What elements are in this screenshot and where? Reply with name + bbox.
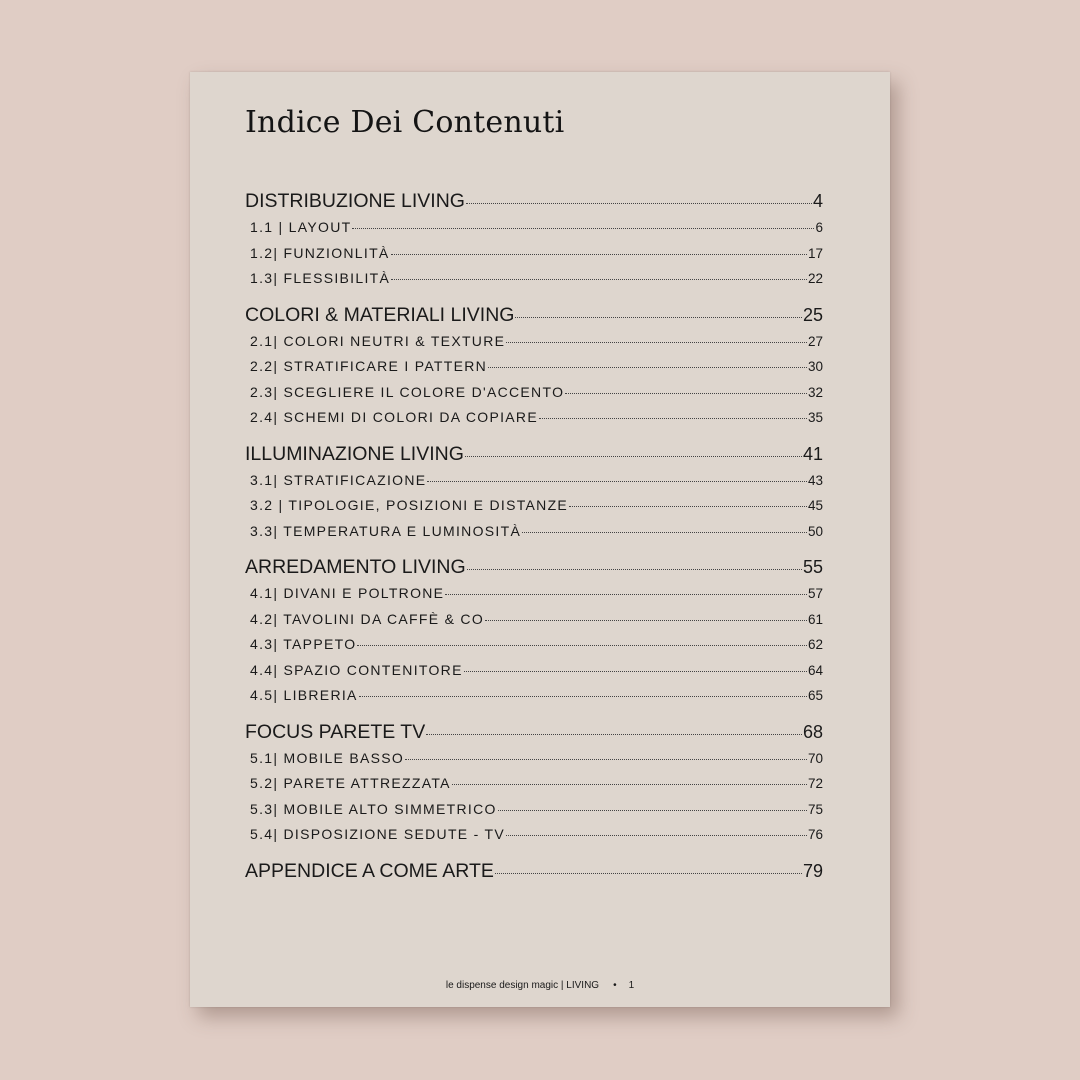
dot-leader bbox=[498, 810, 807, 811]
toc-entry-page-number: 32 bbox=[807, 384, 823, 400]
page-title: Indice Dei Contenuti bbox=[245, 105, 565, 140]
toc-entry-page-number: 35 bbox=[807, 410, 823, 425]
toc-entry bbox=[245, 354, 823, 380]
toc-chapter-page-number: 25 bbox=[802, 304, 823, 325]
toc-entry bbox=[245, 658, 823, 684]
toc-entry-page-number: 6 bbox=[815, 220, 823, 235]
dot-leader bbox=[522, 532, 807, 533]
toc-entry bbox=[245, 822, 823, 848]
dot-leader bbox=[426, 734, 802, 735]
dot-leader bbox=[539, 418, 807, 419]
page-footer bbox=[190, 980, 890, 991]
toc-entry-page-number: 43 bbox=[807, 472, 823, 488]
toc-section bbox=[245, 857, 823, 885]
toc-entry-page-number: 76 bbox=[807, 827, 823, 842]
toc-entry-label: 4.3| TAPPETO bbox=[250, 636, 357, 652]
toc-chapter bbox=[245, 718, 823, 746]
dot-leader bbox=[467, 569, 802, 570]
toc-entry bbox=[245, 746, 823, 772]
toc-entry-page-number: 62 bbox=[807, 637, 823, 652]
toc-section bbox=[245, 187, 823, 292]
dot-leader bbox=[495, 873, 802, 874]
toc-entry bbox=[245, 493, 823, 519]
toc-entry-label: 5.1| MOBILE BASSO bbox=[250, 749, 405, 766]
toc-entry bbox=[245, 380, 823, 406]
dot-leader bbox=[506, 342, 807, 343]
dot-leader bbox=[357, 645, 807, 646]
dot-leader bbox=[405, 759, 807, 760]
toc-entry-label: 1.3| FLESSIBILITÀ bbox=[250, 270, 391, 286]
footer-text: le dispense design magic | LIVING bbox=[445, 980, 600, 991]
toc-entry-label: 2.4| SCHEMI DI COLORI DA COPIARE bbox=[250, 409, 538, 425]
toc-entry bbox=[245, 519, 823, 545]
toc-entry-label: 3.1| STRATIFICAZIONE bbox=[250, 471, 427, 488]
toc-chapter-label: FOCUS PARETE TV bbox=[245, 720, 426, 743]
toc-entry-label: 5.4| DISPOSIZIONE SEDUTE - TV bbox=[250, 826, 506, 842]
dot-leader bbox=[506, 835, 807, 836]
toc-entry bbox=[245, 405, 823, 431]
toc-entry-page-number: 61 bbox=[807, 611, 823, 627]
dot-leader bbox=[565, 393, 807, 394]
dot-leader bbox=[464, 671, 807, 672]
toc-entry-page-number: 64 bbox=[807, 662, 823, 678]
toc-chapter-page-number: 4 bbox=[812, 191, 823, 211]
toc-entry bbox=[245, 632, 823, 658]
toc-entry-label: 4.1| DIVANI E POLTRONE bbox=[250, 585, 445, 601]
toc-entry bbox=[245, 468, 823, 494]
toc-chapter-label: ARREDAMENTO LIVING bbox=[245, 556, 466, 578]
toc-chapter bbox=[245, 187, 823, 215]
toc-entry-label: 4.2| TAVOLINI DA CAFFÈ & CO bbox=[250, 610, 485, 627]
toc-chapter-page-number: 41 bbox=[802, 443, 823, 464]
toc-entry-label: 3.2 | TIPOLOGIE, POSIZIONI E DISTANZE bbox=[250, 497, 569, 513]
toc-entry-label: 5.3| MOBILE ALTO SIMMETRICO bbox=[250, 800, 497, 817]
toc-chapter-label: APPENDICE A COME ARTE bbox=[245, 859, 494, 882]
dot-leader bbox=[427, 481, 807, 482]
dot-leader bbox=[488, 367, 807, 368]
dot-leader bbox=[445, 594, 807, 595]
dot-leader bbox=[569, 506, 807, 507]
toc-entry-label: 4.4| SPAZIO CONTENITORE bbox=[250, 661, 463, 678]
toc-entry bbox=[245, 215, 823, 241]
toc-entry bbox=[245, 581, 823, 607]
toc-chapter bbox=[245, 553, 823, 581]
toc-entry-label: 5.2| PARETE ATTREZZATA bbox=[250, 775, 451, 791]
toc-entry bbox=[245, 797, 823, 823]
toc-section bbox=[245, 301, 823, 431]
toc-entry-page-number: 27 bbox=[807, 333, 823, 349]
dot-leader bbox=[391, 254, 807, 255]
toc-entry bbox=[245, 607, 823, 633]
toc-entry-page-number: 30 bbox=[807, 359, 823, 374]
toc-entry-page-number: 65 bbox=[807, 688, 823, 703]
toc-entry-page-number: 22 bbox=[807, 271, 823, 286]
toc-entry-label: 2.2| STRATIFICARE I PATTERN bbox=[250, 358, 488, 374]
toc-section bbox=[245, 718, 823, 848]
toc-chapter-label: COLORI & MATERIALI LIVING bbox=[245, 303, 515, 326]
toc-entry bbox=[245, 683, 823, 709]
toc-chapter-page-number: 79 bbox=[802, 860, 823, 881]
toc-entry-label: 1.1 | LAYOUT bbox=[250, 219, 352, 235]
toc-section bbox=[245, 553, 823, 709]
dot-leader bbox=[465, 456, 802, 457]
toc-chapter bbox=[245, 440, 823, 468]
dot-leader bbox=[485, 620, 807, 621]
dot-leader bbox=[466, 203, 812, 204]
toc-entry-label: 1.2| FUNZIONLITÀ bbox=[250, 244, 390, 261]
toc-entry-page-number: 57 bbox=[807, 586, 823, 601]
toc-entry-page-number: 17 bbox=[807, 245, 823, 261]
toc-chapter-page-number: 68 bbox=[802, 721, 823, 742]
toc-chapter bbox=[245, 857, 823, 885]
toc-entry-label: 3.3| TEMPERATURA E LUMINOSITÀ bbox=[250, 522, 522, 539]
toc-entry-page-number: 45 bbox=[807, 498, 823, 513]
toc-chapter-label: ILLUMINAZIONE LIVING bbox=[245, 442, 464, 465]
toc-chapter-page-number: 55 bbox=[802, 557, 823, 577]
dot-leader bbox=[515, 317, 802, 318]
toc-entry-page-number: 70 bbox=[807, 750, 823, 766]
toc-section bbox=[245, 440, 823, 545]
toc-entry bbox=[245, 241, 823, 267]
dot-leader bbox=[352, 228, 814, 229]
toc-entry bbox=[245, 771, 823, 797]
toc-entry bbox=[245, 266, 823, 292]
toc-entry-label: 2.1| COLORI NEUTRI & TEXTURE bbox=[250, 332, 506, 349]
footer-bullet: • bbox=[613, 980, 617, 991]
toc-chapter-label: DISTRIBUZIONE LIVING bbox=[245, 190, 465, 212]
toc-chapter bbox=[245, 301, 823, 329]
dot-leader bbox=[359, 696, 807, 697]
toc-entry-page-number: 50 bbox=[807, 523, 823, 539]
toc-entry-page-number: 75 bbox=[807, 801, 823, 817]
dot-leader bbox=[391, 279, 807, 280]
toc-entry-page-number: 72 bbox=[807, 776, 823, 791]
table-of-contents bbox=[245, 187, 823, 885]
toc-entry-label: 2.3| SCEGLIERE IL COLORE D'ACCENTO bbox=[250, 383, 565, 400]
document-page bbox=[190, 72, 890, 1007]
toc-entry bbox=[245, 329, 823, 355]
footer-page-number: 1 bbox=[628, 980, 635, 991]
dot-leader bbox=[452, 784, 807, 785]
toc-entry-label: 4.5| LIBRERIA bbox=[250, 687, 358, 703]
